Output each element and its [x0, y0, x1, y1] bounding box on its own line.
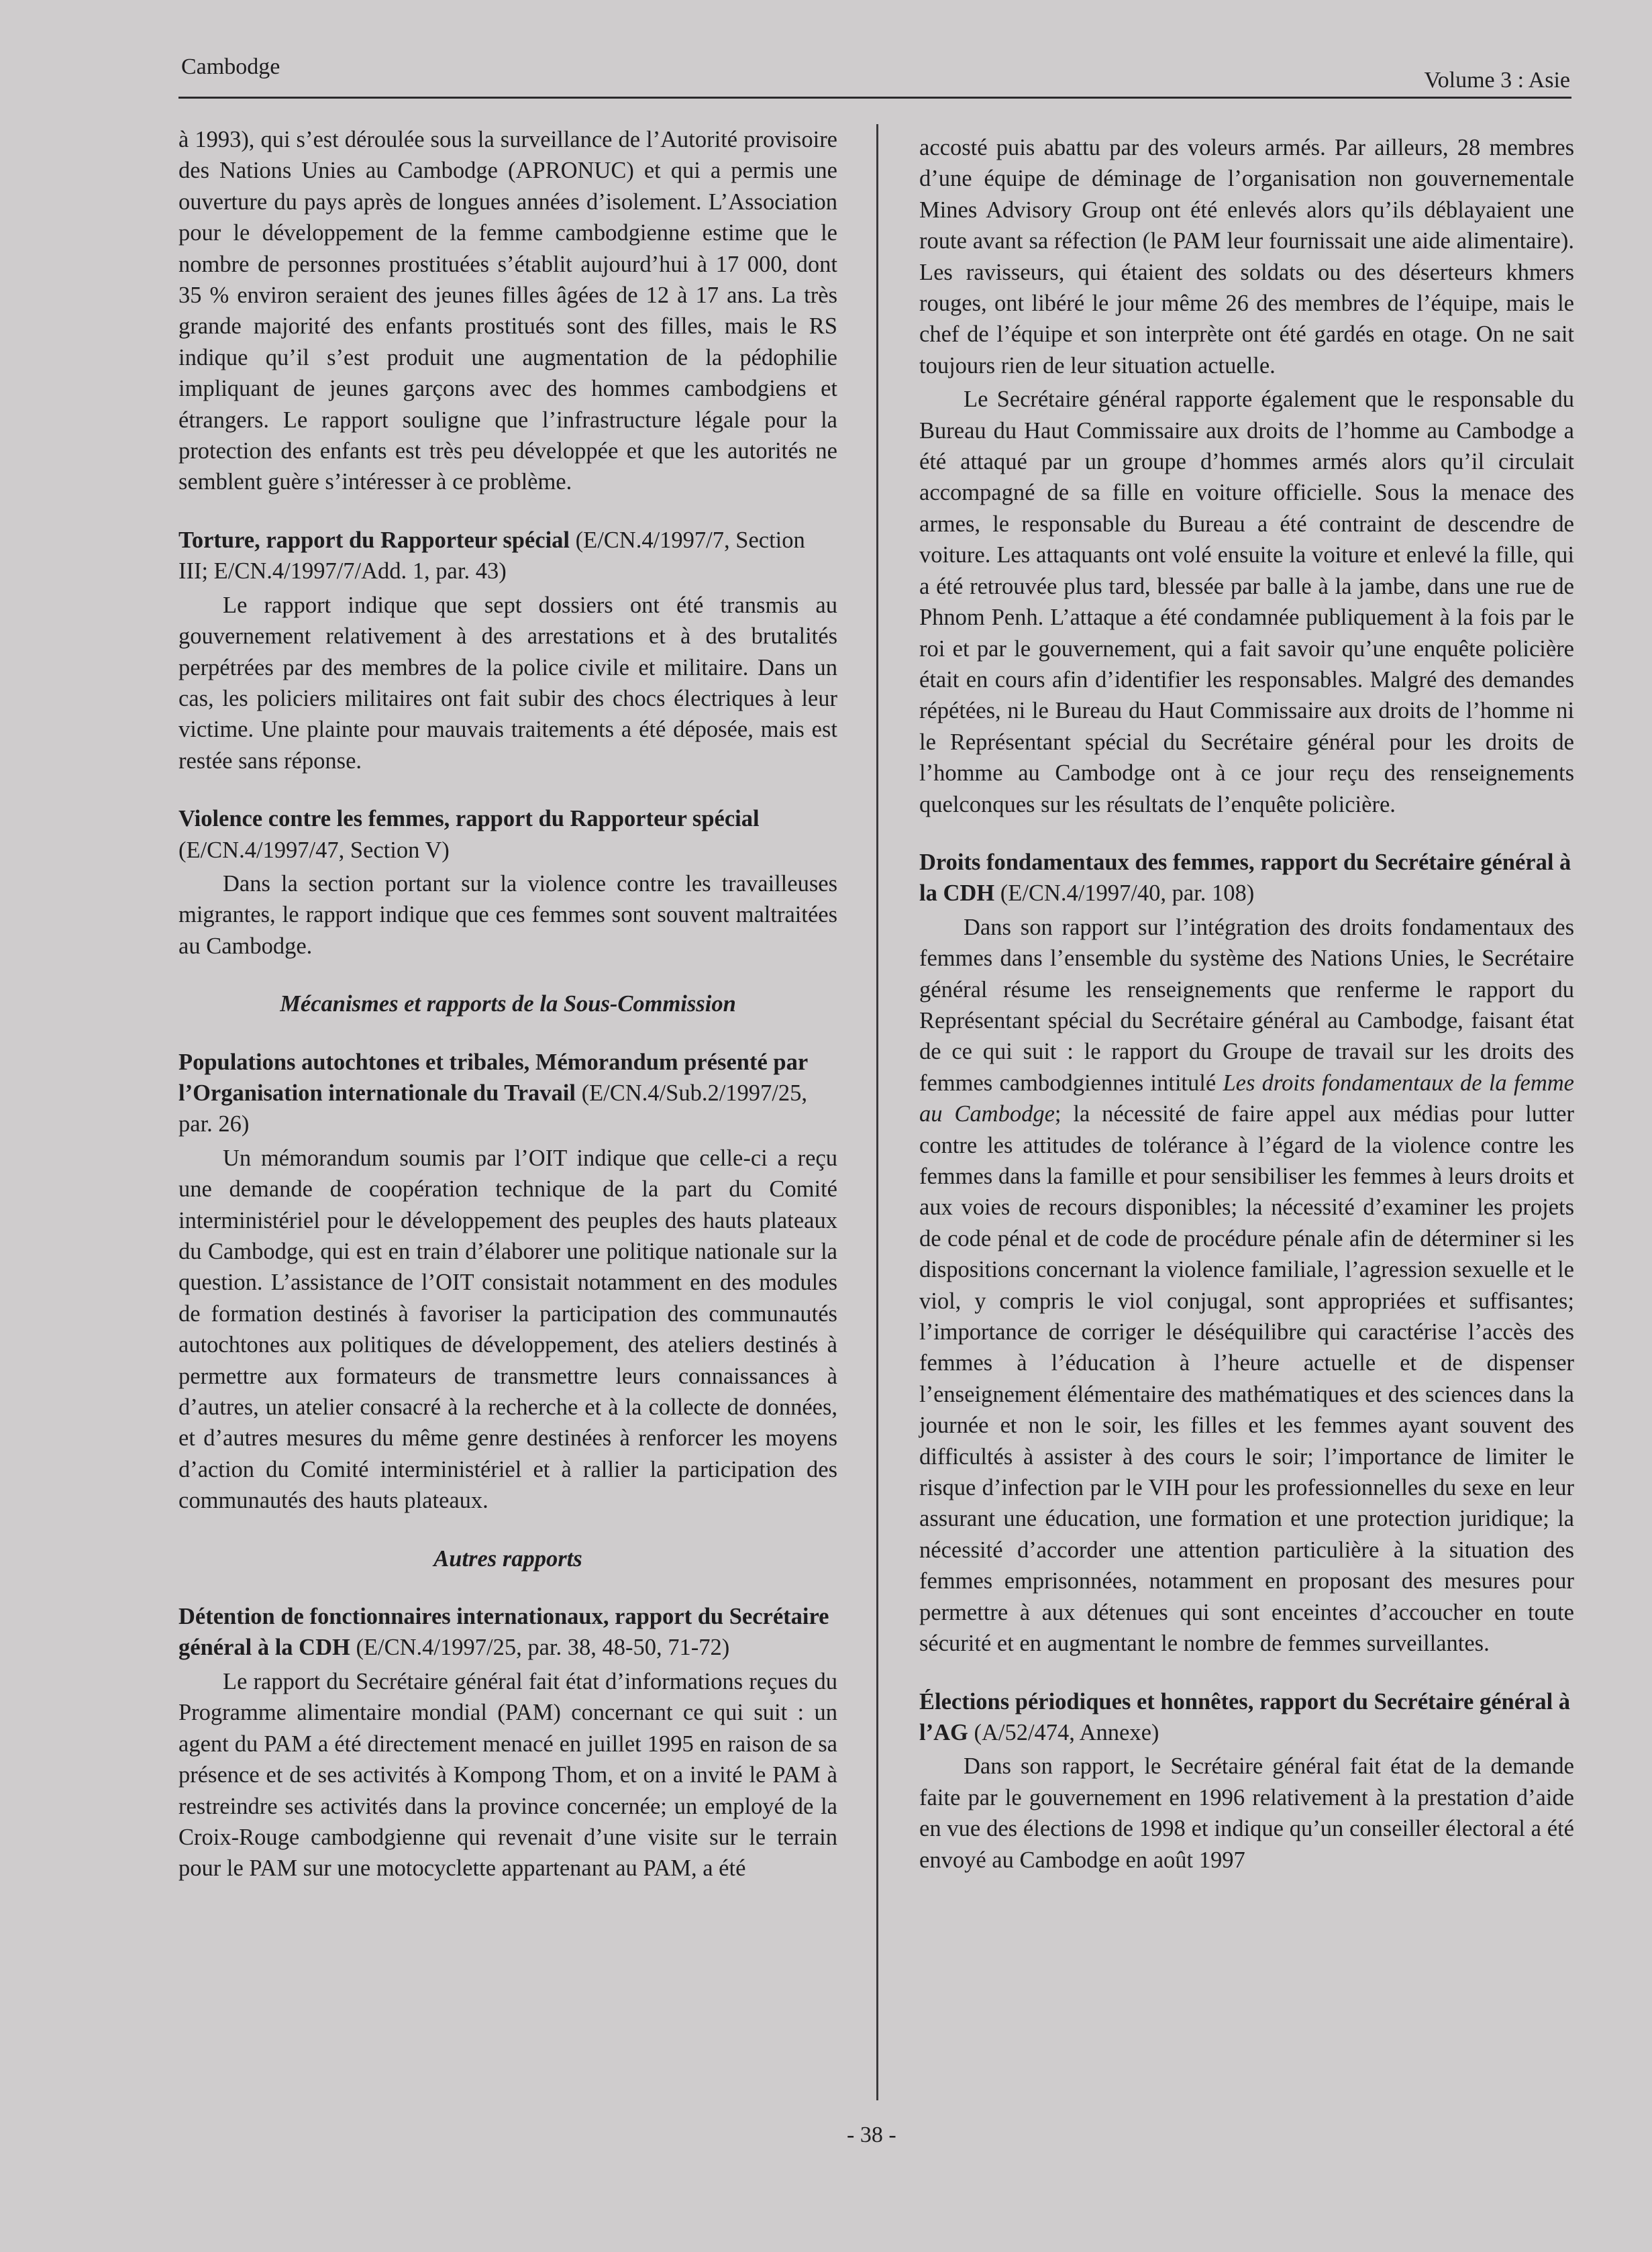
paragraph: Dans son rapport, le Secrétaire général fait état de la demande faite par le gouvernement en 1996 relativement à la prestation d’aide en vue des élections de 1998 et indique qu’un conseiller électoral a été envoyé au Cambodge en août 1997 — [919, 1753, 1574, 1873]
heading-title: Détention de fonctionnaires internationaux, rapport du Secrétaire général à la CDH — [178, 1604, 829, 1661]
section-heading-elections — [919, 1686, 1574, 1749]
paragraph: Le rapport indique que sept dossiers ont été transmis au gouvernement relativement à des arrestations et à des brutalités perpétrées par des membres de la police civile et militaire. Dans un cas, les policiers militaires ont fait subir des chocs électriques à leur victime. Une plainte pour mauvais traitements a été déposée, mais est restée sans réponse. — [178, 592, 837, 774]
left-column — [178, 124, 837, 1884]
section-heading-violence — [178, 803, 837, 866]
paragraph: Le rapport du Secrétaire général fait état d’informations reçues du Programme alimentaire mondial (PAM) concernant ce qui suit : un agent du PAM a été directement menacé en juillet 1995 en raison de sa présence et de ses activités à Kompong Thom, et on a invité le PAM à restreindre ses activités dans la province concernée; un employé de la Croix-Rouge cambodgienne qui revenait d’une visite sur le terrain pour le PAM sur une motocyclette appartenant au PAM, a été — [178, 1668, 837, 1882]
heading-reference: (E/CN.4/Sub.2/1997/25, par. 26) — [178, 1080, 808, 1137]
paragraph: Le Secrétaire général rapporte également que le responsable du Bureau du Haut Commissaire aux droits de l’homme au Cambodge a été attaqué par un groupe d’hommes armés alors qu’il circulait accompagné de sa fille en voiture officielle. Sous la menace des armes, le responsable du Bureau a été contraint de descendre de voiture. Les attaquants ont volé ensuite la voiture et enlevé la fille, qui a été retrouvée plus tard, blessée par balle à la jambe, dans une rue de Phnom Penh. L’attaque a été condamnée publiquement à la fois par le roi et par le gouvernement, qui a fait savoir qu’une enquête policière était en cours afin d’identifier les responsables. Malgré des demandes répétées, ni le Bureau du Haut Commissaire aux droits de l’homme ni le Représentant spécial du Secrétaire général pour les droits de l’homme au Cambodge ont à ce jour reçu des renseignements quelconques sur les résultats de l’enquête policière. — [919, 387, 1574, 817]
paragraph-text: ; la nécessité de faire appel aux médias pour lutter contre les attitudes de tolérance à l’égard de la violence contre les femmes dans la famille et pour sensibiliser les femmes à leurs droits et aux voies de recours disponibles; la nécessité d’examiner les projets de code pénal et de code de procédure pénale afin de déterminer si les dispositions concernant la violence familiale, l’agression sexuelle et le viol, y compris le viol conjugal, sont appropriées et suffisantes; l’importance de corriger le déséquilibre qui caractérise l’accès des femmes à l’éducation à l’heure actuelle et de dispenser l’enseignement élémentaire des mathématiques et des sciences dans la journée et non le soir, les filles et les femmes ayant souvent des difficultés à assister à des cours le soir; l’importance de limiter le risque d’infection par le VIH pour les professionnelles du sexe en leur assurant une éducation, une formation et une protection juridique; la nécessité d’accorder une attention particulière à la situation des femmes emprisonnées, notamment en proposant des mesures pour permettre à aux détenues qui sont enceintes d’accoucher en toute sécurité et en augmentant le nombre de femmes surveillantes. — [919, 1101, 1574, 1657]
running-header-country: Cambodge — [181, 54, 280, 79]
header-rule — [178, 97, 1571, 99]
section-heading-detention — [178, 1601, 837, 1664]
heading-reference: (E/CN.4/1997/25, par. 38, 48-50, 71-72) — [350, 1635, 730, 1661]
heading-title: Torture, rapport du Rapporteur spécial — [178, 527, 570, 553]
paragraph — [919, 912, 1574, 1659]
right-column — [919, 132, 1574, 1876]
paragraph: à 1993), qui s’est déroulée sous la surveillance de l’Autorité provisoire des Nations Unies au Cambodge (APRONUC) et qui a permis une ouverture du pays après de longues années d’isolement. L’Association pour le développement de la femme cambodgienne estime que le nombre de personnes prostituées s’établit aujourd’hui à 17 000, dont 35 % environ seraient des jeunes filles âgées de 12 à 17 ans. La très grande majorité des enfants prostitués sont des filles, mais le RS indique qu’il s’est produit une augmentation de la pédophilie impliquant de jeunes garçons avec des hommes cambodgiens et étrangers. Le rapport souligne que l’infrastructure légale pour la protection des enfants est très peu développée et que les autorités ne semblent guère s’intéresser à ce problème. — [178, 127, 837, 495]
heading-title: Populations autochtones et tribales, Mémorandum présenté par l’Organisation internationale du Travail — [178, 1049, 808, 1106]
heading-reference: (E/CN.4/1997/47, Section V) — [178, 837, 450, 863]
heading-title: Droits fondamentaux des femmes, rapport du Secrétaire général à la CDH — [919, 849, 1571, 907]
page-number: - 38 - — [847, 2122, 896, 2147]
heading-reference: (E/CN.4/1997/40, par. 108) — [994, 880, 1255, 907]
paragraph-text: Dans son rapport sur l’intégration des droits fondamentaux des femmes dans l’ensemble du système des Nations Unies, le Secrétaire général résume les renseignements que renferme le rapport du Représentant spécial du Secrétaire général au Cambodge, faisant état de ce qui suit : le rapport du Groupe de travail sur les droits des femmes cambodgiennes intitulé — [919, 914, 1574, 1096]
subsection-heading-autres: Autres rapports — [433, 1545, 582, 1572]
section-heading-populations — [178, 1047, 837, 1140]
paragraph: Dans la section portant sur la violence contre les travailleuses migrantes, le rapport indique que ces femmes sont souvent maltraitées au Cambodge. — [178, 870, 837, 959]
section-heading-torture — [178, 525, 837, 587]
heading-reference: (E/CN.4/1997/7, Section III; E/CN.4/1997/7/Add. 1, par. 43) — [178, 527, 805, 584]
heading-title: Violence contre les femmes, rapport du Rapporteur spécial — [178, 806, 760, 832]
column-divider — [876, 124, 878, 2100]
running-header-volume: Volume 3 : Asie — [1424, 68, 1570, 93]
subsection-heading-mecanismes: Mécanismes et rapports de la Sous-Commission — [280, 991, 736, 1017]
section-heading-droits-femmes — [919, 847, 1574, 909]
paragraph: Un mémorandum soumis par l’OIT indique que celle-ci a reçu une demande de coopération technique de la part du Comité interministériel pour le développement des peuples des hauts plateaux du Cambodge, qui est en train d’élaborer une politique nationale sur la question. L’assistance de l’OIT consistait notamment en des modules de formation destinés à favoriser la participation des communautés autochtones aux politiques de développement, des ateliers destinés à permettre aux formateurs de transmettre leurs connaissances à d’autres, un atelier consacré à la recherche et à la collecte de données, et d’autres mesures du même genre destinées à renforcer les moyens d’action du Comité interministériel et à rallier la participation des communautés des hauts plateaux. — [178, 1145, 837, 1514]
cited-title: Les droits fondamentaux de la femme au Cambodge — [919, 1070, 1574, 1127]
heading-title: Élections périodiques et honnêtes, rapport du Secrétaire général à l’AG — [919, 1688, 1571, 1745]
paragraph: accosté puis abattu par des voleurs armés. Par ailleurs, 28 membres d’une équipe de déminage de l’organisation non gouvernementale Mines Advisory Group ont été enlevés alors qu’ils déblayaient une route avant sa réfection (le PAM leur fournissait une aide alimentaire). Les ravisseurs, qui étaient des soldats ou des déserteurs khmers rouges, ont libéré le jour même 26 des membres de l’équipe, mais le chef de l’équipe et son interprète ont été gardés en otage. On ne sait toujours rien de leur situation actuelle. — [919, 135, 1574, 378]
heading-reference: (A/52/474, Annexe) — [968, 1719, 1159, 1745]
